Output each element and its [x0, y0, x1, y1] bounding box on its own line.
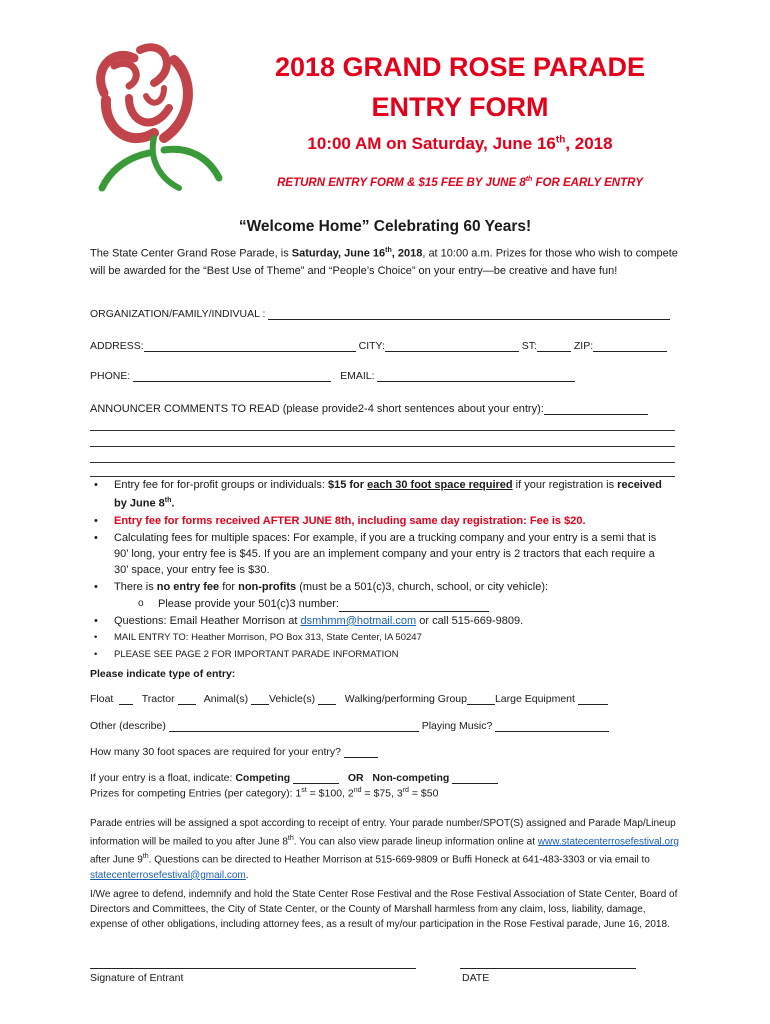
phone-field[interactable]: [133, 370, 331, 382]
city-label: CITY:: [358, 340, 385, 352]
list-item: • Entry fee for for-profit groups or individuals: $15 for each 30 foot space required if your registration is received by June 8th.: [90, 477, 670, 512]
spaces-row: How many 30 foot spaces are required for your entry?: [90, 746, 680, 758]
festival-website-link[interactable]: www.statecenterrosefestival.org: [537, 836, 679, 848]
announcer-line-3[interactable]: [90, 462, 675, 463]
tractor-checkbox[interactable]: [178, 693, 196, 705]
announcer-line-1[interactable]: [90, 430, 675, 431]
announcer-field[interactable]: [544, 403, 648, 415]
announcer-label: ANNOUNCER COMMENTS TO READ (please provide2-4 short sentences about your entry):: [90, 403, 544, 415]
form-title: 2018 GRAND ROSE PARADE: [274, 52, 646, 82]
list-item: • Entry fee for forms received AFTER JUNE 8th, including same day registration: Fee is $20.: [90, 513, 670, 529]
address-row: [90, 340, 680, 352]
vehicles-checkbox[interactable]: [318, 693, 336, 705]
float-checkbox[interactable]: [119, 693, 133, 705]
prizes-row: Prizes for competing Entries (per category): 1st = $100, 2nd = $75, 3rd = $50: [90, 787, 439, 800]
festival-email-link[interactable]: statecenterrosefestival@gmail.com: [90, 869, 246, 881]
event-datetime: 10:00 AM on Saturday, June 16th, 2018: [307, 134, 613, 153]
list-item: o Please provide your 501(c)3 number:: [90, 596, 670, 612]
signature-field[interactable]: [90, 968, 416, 969]
announcer-line-2[interactable]: [90, 446, 675, 447]
other-describe-field[interactable]: [169, 720, 419, 732]
phone-label: PHONE:: [90, 370, 131, 382]
zip-field[interactable]: [593, 340, 667, 352]
email-field[interactable]: [377, 370, 575, 382]
welcome-heading: “Welcome Home” Celebrating 60 Years!: [238, 218, 532, 235]
noncompeting-field[interactable]: [452, 772, 498, 784]
list-item: • PLEASE SEE PAGE 2 FOR IMPORTANT PARADE INFORMATION: [90, 647, 670, 663]
state-label: ST:: [521, 340, 537, 352]
list-item: • Calculating fees for multiple spaces: For example, if you are a trucking company and your entry is a semi that is 90’ long, your entry fee is $45. If you are an implement company and your entry is 2 tractors that each require a 30’ space, your entry fee is $30.: [90, 530, 670, 578]
phone-row: [90, 370, 680, 382]
other-row: Other (describe) Playing Music?: [90, 720, 680, 732]
email-label: EMAIL:: [340, 370, 375, 382]
lineup-info-paragraph: Parade entries will be assigned a spot according to receipt of entry. Your parade number/SPOT(S) assigned and Parade Map/Lineup information will be mailed to you after June 8th. You can also view parade lineup information online at www.statecenterrosefestival.org after June 9th. Questions can be directed to Heather Morrison at 515-669-9809 or Buffi Honeck at 641-483-3303 or via email to statecenterrosefestival@gmail.com.: [90, 818, 679, 881]
return-deadline: RETURN ENTRY FORM & $15 FEE BY JUNE 8th FOR EARLY ENTRY: [277, 176, 643, 189]
rose-logo-icon: [84, 38, 224, 198]
zip-label: ZIP:: [573, 340, 594, 352]
waiver-paragraph: I/We agree to defend, indemnify and hold the State Center Rose Festival and the Rose Festival Association of State Center, Board of Directors and Committees, the City of State Center, or the County of Marshall harmless from any claim, loss, liability, damage, expense of other obligations, including attorney fees, as a result of my/our participation in the Rose Festival parade, June 16, 2018.: [90, 889, 678, 930]
state-field[interactable]: [537, 340, 571, 352]
float-competing-row: If your entry is a float, indicate: Competing OR Non-competing: [90, 772, 680, 784]
spaces-field[interactable]: [344, 746, 378, 758]
date-label: DATE: [462, 972, 490, 984]
entry-type-heading: Please indicate type of entry:: [90, 668, 236, 680]
contact-email-link[interactable]: dsmhmm@hotmail.com: [300, 614, 417, 627]
list-item: • MAIL ENTRY TO: Heather Morrison, PO Box 313, State Center, IA 50247: [90, 630, 670, 646]
city-field[interactable]: [385, 340, 519, 352]
address-field[interactable]: [144, 340, 356, 352]
organization-label: ORGANIZATION/FAMILY/INDIVUAL :: [90, 308, 266, 320]
entry-type-row: Float Tractor Animal(s) Vehicle(s) Walking/performing Group Large Equipment: [90, 693, 680, 705]
fee-info-list: [90, 477, 670, 664]
announcer-row: [90, 403, 680, 415]
organization-field[interactable]: [268, 308, 670, 320]
large-equipment-checkbox[interactable]: [578, 693, 608, 705]
intro-paragraph: The State Center Grand Rose Parade, is Saturday, June 16th, 2018, at 10:00 a.m. Prizes for those who wish to compete will be awarded for the “Best Use of Theme” and “People’s Choice” on your entry—be creative and have fun!: [90, 247, 678, 277]
walking-checkbox[interactable]: [467, 693, 495, 705]
list-item: • There is no entry fee for non-profits (must be a 501(c)3, church, school, or city vehicle):: [90, 579, 670, 595]
playing-music-field[interactable]: [495, 720, 609, 732]
form-subtitle: ENTRY FORM: [371, 92, 549, 122]
competing-field[interactable]: [293, 772, 339, 784]
signature-label: Signature of Entrant: [90, 972, 184, 984]
nonprofit-number-field[interactable]: [339, 600, 489, 612]
address-label: ADDRESS:: [90, 340, 144, 352]
animals-checkbox[interactable]: [251, 693, 269, 705]
date-field[interactable]: [460, 968, 636, 969]
organization-row: [90, 308, 680, 320]
list-item: • Questions: Email Heather Morrison at dsmhmm@hotmail.com or call 515-669-9809.: [90, 613, 670, 629]
